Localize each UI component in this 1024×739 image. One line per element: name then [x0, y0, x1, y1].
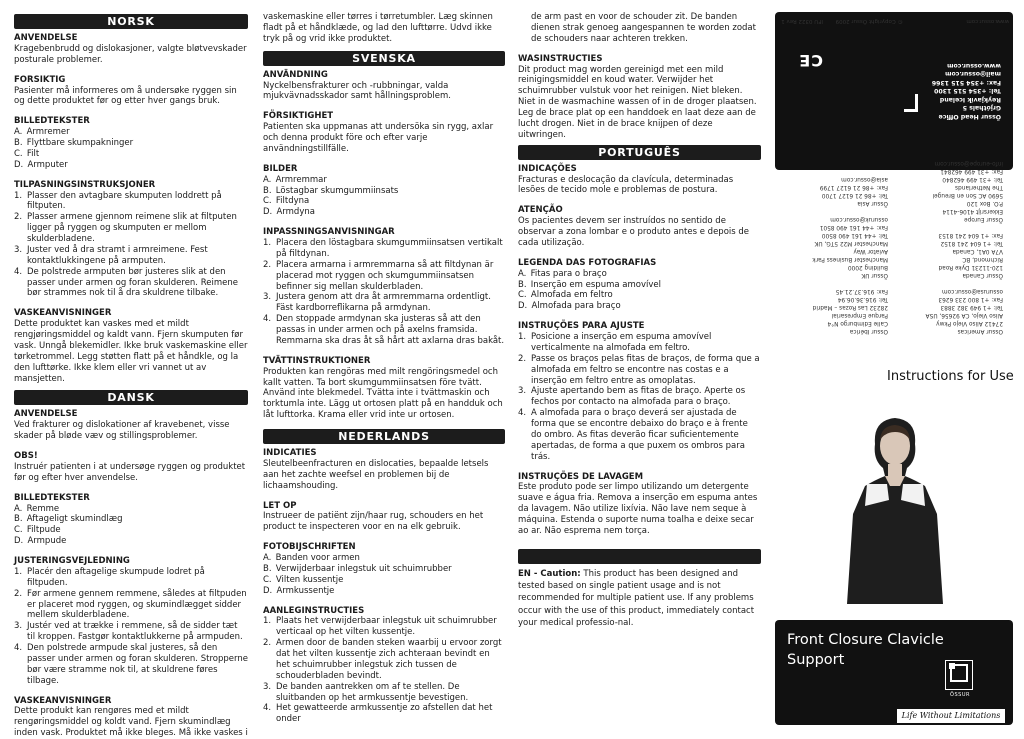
top-line: [775, 16, 1013, 24]
instruction-item: 3. De banden aantrekken om af te stellen. De sluitbanden op het armkussentje bevestigen.: [263, 681, 469, 703]
ce-mark: CE: [798, 51, 823, 70]
section-heading: ANVÄNDNING: [263, 69, 328, 80]
section-heading: AANLEGINSTRUCTIES: [263, 605, 365, 616]
legend-item: D. Almofada para braço: [518, 301, 621, 312]
legend-item: A. Banden voor armen: [263, 553, 360, 563]
instruction-item: 2. Før armene gennem remmene, således at filtpuden er placeret mod ryggen, og skumindlægget sidder mellem skulderbladene.: [14, 588, 247, 621]
head-office-rotated: [775, 12, 1013, 170]
nederlands-continued: de arm past en voor de schouder zit. De banden dienen strak genoeg aangespannen te worden zodat de schouders naar achteren trekken.: [531, 12, 756, 44]
section-heading: ANVENDELSE: [14, 33, 78, 43]
section-title-dansk: DANSK: [14, 390, 248, 405]
section-text: Instruér patienten i at undersøge ryggen og produktet før og efter hver anvendelse.: [14, 461, 246, 483]
section-text: Produkten kan rengöras med milt rengöringsmedel och kallt vatten. Ta bort skumgummiinsatsen före tvätt. Använd inte blekmedel. Tvätta inte i tvättmaskin och torktumla inte. Lägg ut ortosen platt på en handduk och låt lufttorka. Krama eller vrid inte ur ortosen.: [263, 366, 503, 421]
instruction-item: 2. Passe os braços pelas fitas de braços, de forma que a almofada em feltro se encontre nas costas e a inserção em feltro entre as omoplatas.: [518, 353, 760, 386]
section-heading: BILLEDTEKSTER: [14, 116, 90, 127]
section-heading: INSTRUÇÕES DE LAVAGEM: [518, 471, 644, 482]
legend-item: A. Armremer: [14, 127, 70, 138]
legend-list: [14, 127, 248, 171]
caution-bar: [518, 549, 761, 564]
legend-item: C. Filtdyna: [263, 196, 310, 207]
section-heading: FÖRSIKTIGHET: [263, 111, 334, 122]
website: www.ossur.com: [966, 18, 1009, 24]
legend-item: B. Löstagbar skumgummiinsats: [263, 185, 399, 196]
legend-item: D. Armpude: [14, 536, 67, 547]
section-text: Os pacientes devem ser instruídos no sentido de observar a zona lombar e o produto antes e depois de cada utilização.: [518, 216, 750, 248]
section-heading: LEGENDA DAS FOTOGRAFIAS: [518, 257, 657, 268]
legend-list: [518, 269, 761, 313]
section-text: Kragebenbrudd og dislokasjoner, valgte bløtvevskader posturale problemer.: [14, 43, 247, 65]
section-heading: LET OP: [263, 500, 297, 511]
legend-item: B. Verwijderbaar inlegstuk uit schuimrubber: [263, 563, 452, 574]
portugues-body: [518, 164, 761, 537]
norsk-body: [14, 33, 248, 384]
product-title-box: [775, 620, 1013, 725]
instruction-item: 3. Justér ved at trække i remmene, så de sidder tæt til kroppen. Fastgør kontaktlukkerne på armpuden.: [14, 621, 243, 643]
legend-item: C. Vilten kussentje: [263, 574, 344, 585]
section-heading: ATENÇÃO: [518, 205, 563, 216]
section-heading: OBS!: [14, 451, 38, 461]
caution-body: This product has been designed and tested based on single patient usage and is not recommended for multiple patient use. If any problems occur with the use of this product, immediately contact your medical professio-nal.: [518, 568, 755, 628]
instruction-item: 3. Juster ved å dra stramt i armreimene. Fest kontaktlukkingene på armputen.: [14, 244, 208, 266]
ifu-title: Instructions for Use: [887, 369, 1014, 384]
instruction-item: 1. Placér den aftagelige skumpude lodret på filtpuden.: [14, 566, 205, 588]
instruction-list: [14, 191, 248, 300]
instruction-item: 3. Justera genom att dra åt armremmarna ordentligt. Fäst kardborreflikarna på armdynan.: [263, 292, 491, 314]
section-heading: FOTOBIJSCHRIFTEN: [263, 542, 356, 553]
instruction-list: [518, 332, 761, 463]
instruction-item: 2. Placera armarna i armremmarna så att filtdynan är placerad mot ryggen och skumgummiinsatsen befinner sig mellan skulderbladen.: [263, 259, 494, 292]
instruction-item: 4. A almofada para o braço deverá ser ajustada de forma que se encontre debaixo do braço e à frente do ombro. As fitas deverão ficar suficientemente apertadas, de forma a que puxem os ombros para trás.: [518, 408, 748, 462]
section-text: Nyckelbensfrakturer och -rubbningar, valda mjukvävnadsskador samt hållningsproblem.: [263, 80, 451, 102]
instruction-item: 4. Den stoppade armdynan ska justeras så att den passas in under armen och på axelns framsida. Remmarna ska dras åt så hårt att axlarna dras bakåt.: [263, 314, 505, 346]
legend-item: A. Armremmar: [263, 174, 327, 185]
section-text: Fracturas e deslocação da clavícula, determinadas lesões de tecido mole e problemas de postura.: [518, 174, 734, 196]
section-text: Dette produkt kan rengøres med et mildt rengøringsmiddel og koldt vand. Fjern skumindlæg inden vask. Produktet må ikke bleges. Må ikke vaskes i: [14, 706, 248, 739]
head-office-address: Össur Head Office Grjóthals 5 Reykjavík Iceland Tel: +354 515 1300 Fax: +354 515 1366 mail@ossur.com www.ossur.com: [931, 61, 1001, 120]
section-heading: INDICAÇÕES: [518, 163, 577, 174]
instruction-item: 2. Armen door de banden steken waarbij u ervoor zorgt dat het vilten kussentje zich achteraan bevindt en het schuimrubber inlegstuk zich tussen de schouderbladen bevindt.: [263, 638, 502, 681]
section-text: Patienten ska uppmanas att undersöka sin rygg, axlar och denna produkt före och efter varje användningstillfälle.: [263, 122, 494, 154]
instruction-item: 4. Het gewatteerde armkussentje zo afstellen dat het onder: [263, 703, 493, 725]
legend-item: A. Fitas para o braço: [518, 268, 607, 279]
caution-text: [518, 568, 761, 630]
legend-item: D. Armputer: [14, 159, 68, 170]
section-heading: TVÄTTINSTRUKTIONER: [263, 355, 371, 366]
instruction-item: 4. Den polstrede armpude skal justeres, så den passer under armen og foran skulderen. Stropperne bør være stramme nok til, at skuldrene føres tilbage.: [14, 643, 248, 686]
copyright: © Copyright Össur 2009: [835, 18, 903, 24]
instruction-item: 2. Plasser armene gjennom reimene slik at filtputen ligger på ryggen og skumputen er mellom skulderbladene.: [14, 212, 237, 244]
dansk-continued: vaskemaskine eller tørres i tørretumbler. Læg skinnen fladt på et håndklæde, og lad den lufttørre. Udvd ikke tryk på og vrid ikke produktet.: [263, 12, 493, 44]
section-title-nederlands: NEDERLANDS: [263, 429, 505, 444]
legend-list: [263, 553, 505, 597]
addresses-right: Össur Ibérica Calle Edimburgo N°4 Parque Empresarial 28232 Las Rozas – Madrid Tel: 916.36.06.94 Fax: 916.37.21.45 Össur UK Building 2000 Manchester Business Park Aviator Way Manchester M22 5TG, UK Tel: +44 161 490 8500 Fax: +44 161 490 8501 ossuruk@ossur.com Össur Asia Tel: +86 21 6127 1700 Fax: +86 21 6127 1799 asia@ossur.com: [812, 176, 888, 334]
section-title-svenska: SVENSKA: [263, 51, 505, 66]
instruction-item: 3. Ajuste apertando bem as fitas de braço. Aperte os fechos por contacto na almofada para o braço.: [518, 386, 746, 408]
instruction-item: 4. De polstrede armputen bør justeres slik at den passer under armen og foran skulderen. Reimene bør strammes nok til å dra skuldrene tilbake.: [14, 266, 238, 299]
head-office-panel: [775, 12, 1013, 170]
section-text: Ved frakturer og dislokationer af kravebenet, visse skader på bløde væv og stillingsproblemer.: [14, 420, 230, 442]
section-heading: ANVENDELSE: [14, 409, 78, 420]
cover-panel: [775, 12, 1013, 725]
section-text: Pasienter må informeres om å undersøke ryggen sin og dette produktet før og etter hver gangs bruk.: [14, 85, 237, 107]
legend-item: B. Flyttbare skumpakninger: [14, 138, 134, 148]
section-heading: INDICATIES: [263, 448, 317, 458]
legend-list: [263, 175, 505, 219]
instruction-list: [263, 238, 505, 347]
section-heading: JUSTERINGSVEJLEDNING: [14, 556, 130, 566]
legend-list: [14, 504, 248, 548]
tagline: Life Without Limitations: [897, 709, 1005, 723]
section-text: Este produto pode ser limpo utilizando um detergente suave e água fria. Remova a inserção em espuma antes da lavagem. Não utilize lixívia. Não lave nem seque à máquina. Estenda o suporte numa toalha e deixe secar ao ar. Não esprema nem torça.: [518, 482, 758, 536]
legend-item: C. Filtpude: [14, 525, 61, 536]
instruction-list: [263, 616, 505, 725]
section-title-norsk: NORSK: [14, 14, 248, 29]
section-heading: VASKEANVISNINGER: [14, 308, 112, 319]
section-heading: INSTRUÇÕES PARA AJUSTE: [518, 321, 645, 332]
legend-item: C. Almofada em feltro: [518, 290, 613, 301]
dansk-body: [14, 409, 248, 739]
caution-label: EN - Caution:: [518, 568, 581, 579]
section-text: Dette produktet kan vaskes med et mildt rengjøringsmiddel og kaldt vann. Fjern skumputen før vask. Unngå blekemidler. Ikke bruk vaskemaskine eller tørketrommel. Legg støtten flatt på et håndkle, og la den lufttørke. Ikke klem eller vri vannet ut av mansjetten.: [14, 319, 248, 384]
instruction-list: [14, 567, 248, 687]
svenska-body: [263, 70, 505, 421]
addresses-rotated: [775, 162, 1013, 352]
addresses-left: Össur Americas 27412 Aliso Viejo Pkwy Aliso Viejo, CA 92656, USA Tel: +1 949 382 3883 Fax: +1 800 233 6263 ossurusa@ossur.com Össur Canada 120-11231 Dyke Road Richmond, BC V7A 0A1, Canada Tel: +1 604 241 8152 Fax: +1 604 241 8153 Össur Europe Ekkersrijt 4106-4114 P.O. Box 120 5690 AC Son en Breugel The Netherlands Tel: +31 499 462840 Fax: +31 499 462841 info-europe@ossur.com: [925, 160, 1003, 334]
product-name: Front Closure Clavicle Support: [787, 632, 944, 669]
section-heading: WASINSTRUCTIES: [518, 53, 603, 64]
ossur-logo-icon: [904, 94, 918, 112]
legend-item: B. Aftageligt skumindlæg: [14, 514, 123, 525]
column-2: [263, 12, 505, 725]
section-heading: BILDER: [263, 163, 298, 174]
section-title-portugues: PORTUGUÊS: [518, 145, 761, 160]
product-photo-icon: [845, 414, 945, 604]
section-heading: TILPASNINGSINSTRUKSJONER: [14, 179, 156, 190]
legend-item: D. Armdyna: [263, 207, 315, 218]
column-3: [518, 12, 761, 629]
ossur-brand-icon: [945, 660, 973, 690]
section-text: Sleutelbeenfracturen en dislocaties, bepaalde letsels aan het zachte weefsel en problemen bij de lichaamshouding.: [263, 458, 489, 491]
instruction-item: 1. Plasser den avtagbare skumputen loddrett på filtputen.: [14, 190, 222, 212]
brand-name: ÖSSUR: [950, 692, 970, 698]
nederlands-body: [263, 448, 505, 725]
instruction-item: 1. Plaats het verwijderbaar inlegstuk uit schuimrubber verticaal op het vilten kussentje.: [263, 616, 497, 638]
legend-item: D. Armkussentje: [263, 585, 335, 596]
section-text: Instrueer de patiënt zijn/haar rug, schouders en het product te inspecteren voor en na elk gebruik.: [263, 511, 484, 533]
legend-item: A. Remme: [14, 503, 60, 514]
legend-item: B. Inserção em espuma amovível: [518, 279, 661, 290]
legend-item: C. Filt: [14, 148, 40, 159]
section-heading: INPASSNINGSANVISNINGAR: [263, 227, 395, 238]
section-text: Dit product mag worden gereinigd met een mild reinigingsmiddel en koud water. Verwijder het schuimrubber vulstuk voor het reinigen. Niet bleken. Niet in de wasmachine wassen of in de droger plaatsen. Leg de brace plat op een handdoek en laat deze aan de lucht drogen. Niet in de brace knijpen of deze uitwringen.: [518, 64, 757, 140]
section-heading: BILLEDTEKSTER: [14, 492, 90, 503]
section-heading: FORSIKTIG: [14, 74, 66, 85]
instruction-item: 1. Placera den löstagbara skumgummiinsatsen vertikalt på filtdynan.: [263, 238, 503, 259]
section-heading: VASKEANVISNINGER: [14, 695, 112, 706]
doc-id: IFU 0322 Rev 1: [781, 18, 823, 24]
instruction-item: 1. Posicione a inserção em espuma amovível verticalmente na almofada em feltro.: [518, 332, 712, 353]
column-1: [14, 12, 248, 739]
